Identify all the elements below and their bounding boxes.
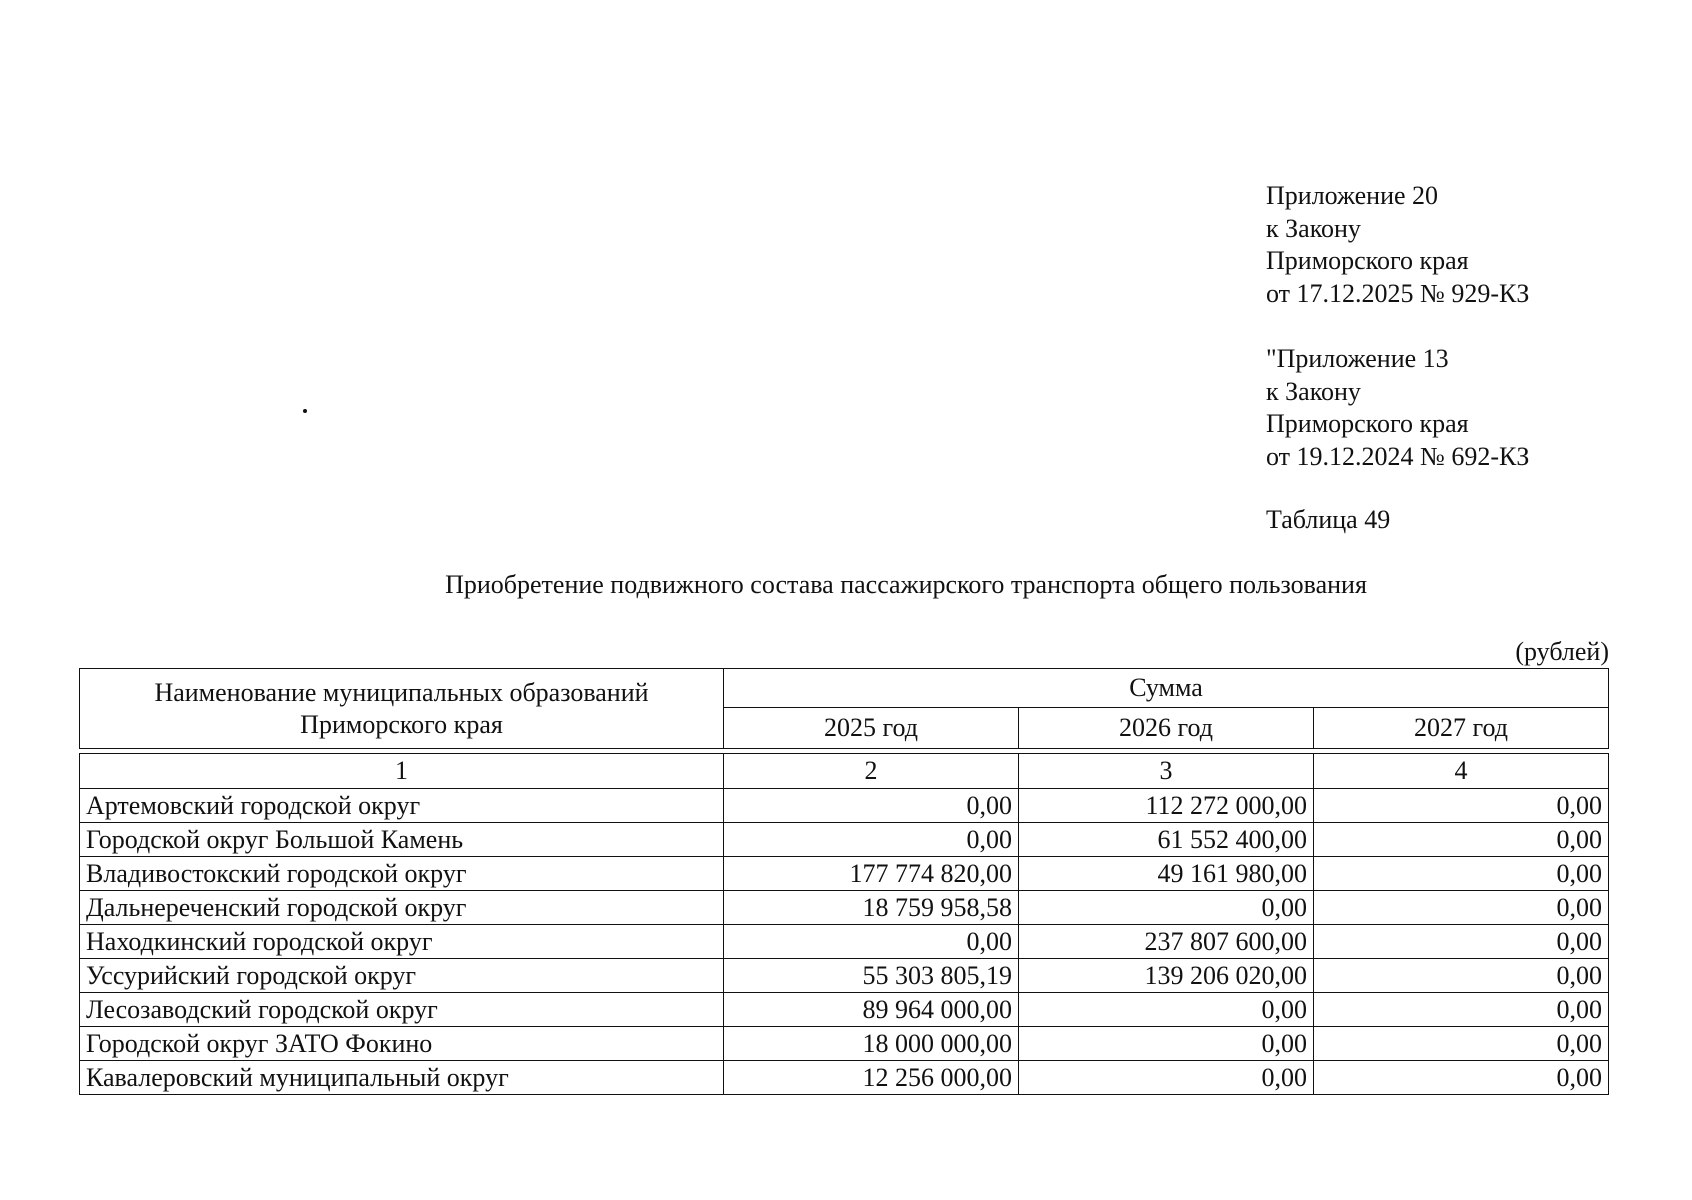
- amount-2027-cell: 0,00: [1314, 1027, 1609, 1061]
- table-row: [80, 925, 1609, 959]
- table-row: [80, 823, 1609, 857]
- amount-2027-cell: 0,00: [1314, 857, 1609, 891]
- appendix-13-line2: к Закону: [1266, 376, 1361, 406]
- amount-2026-cell: 0,00: [1019, 993, 1314, 1027]
- table-row: [80, 1061, 1609, 1095]
- amount-2025-cell: 89 964 000,00: [724, 993, 1019, 1027]
- appendix-20-line4: от 17.12.2025 № 929-КЗ: [1266, 278, 1530, 308]
- appendix-13-line3: Приморского края: [1266, 409, 1469, 438]
- header-year-2026: 2026 год: [1019, 708, 1314, 749]
- funding-table: [79, 668, 1609, 1095]
- appendix-20-header: [1266, 180, 1529, 310]
- table-number: Таблица 49: [1266, 505, 1391, 534]
- amount-2025-cell: 177 774 820,00: [724, 857, 1019, 891]
- header-year-2027: 2027 год: [1314, 708, 1609, 749]
- amount-2025-cell: 0,00: [724, 823, 1019, 857]
- amount-2027-cell: 0,00: [1314, 891, 1609, 925]
- municipality-name-cell: Городской округ ЗАТО Фокино: [80, 1027, 724, 1061]
- municipality-name-cell: Артемовский городской округ: [80, 789, 724, 823]
- document-title: Приобретение подвижного состава пассажирского транспорта общего пользования: [445, 570, 1367, 599]
- municipality-name-cell: Лесозаводский городской округ: [80, 993, 724, 1027]
- amount-2025-cell: 0,00: [724, 925, 1019, 959]
- table-row: [80, 789, 1609, 823]
- amount-2025-cell: 55 303 805,19: [724, 959, 1019, 993]
- table-row: [80, 1027, 1609, 1061]
- amount-2026-cell: 61 552 400,00: [1019, 823, 1314, 857]
- column-number-2: 2: [724, 754, 1019, 789]
- amount-2026-cell: 237 807 600,00: [1019, 925, 1314, 959]
- appendix-13-header: [1266, 343, 1529, 473]
- amount-2027-cell: 0,00: [1314, 1061, 1609, 1095]
- table-row: [80, 857, 1609, 891]
- amount-2027-cell: 0,00: [1314, 925, 1609, 959]
- municipality-name-cell: Кавалеровский муниципальный округ: [80, 1061, 724, 1095]
- amount-2025-cell: 18 000 000,00: [724, 1027, 1019, 1061]
- units-label: (рублей): [1515, 637, 1609, 666]
- amount-2025-cell: 0,00: [724, 789, 1019, 823]
- amount-2026-cell: 0,00: [1019, 891, 1314, 925]
- appendix-13-line1: "Приложение 13: [1266, 344, 1449, 373]
- column-number-3: 3: [1019, 754, 1314, 789]
- amount-2025-cell: 12 256 000,00: [724, 1061, 1019, 1095]
- amount-2025-cell: 18 759 958,58: [724, 891, 1019, 925]
- header-municipality: Наименование муниципальных образований Приморского края: [80, 669, 724, 749]
- amount-2026-cell: 112 272 000,00: [1019, 789, 1314, 823]
- municipality-name-cell: Владивостокский городской округ: [80, 857, 724, 891]
- municipality-name-cell: Находкинский городской округ: [80, 925, 724, 959]
- amount-2026-cell: 0,00: [1019, 1061, 1314, 1095]
- appendix-20-line3: Приморского края: [1266, 246, 1469, 275]
- scan-dot-mark: [303, 409, 307, 413]
- amount-2027-cell: 0,00: [1314, 993, 1609, 1027]
- header-sum: Сумма: [724, 669, 1609, 708]
- table-row: [80, 993, 1609, 1027]
- municipality-name-cell: Городской округ Большой Камень: [80, 823, 724, 857]
- header-row-top: [80, 669, 1609, 708]
- appendix-20-line1: Приложение 20: [1266, 181, 1439, 210]
- column-number-row: [80, 754, 1609, 789]
- amount-2027-cell: 0,00: [1314, 823, 1609, 857]
- amount-2026-cell: 49 161 980,00: [1019, 857, 1314, 891]
- amount-2026-cell: 0,00: [1019, 1027, 1314, 1061]
- column-number-1: 1: [80, 754, 724, 789]
- amount-2026-cell: 139 206 020,00: [1019, 959, 1314, 993]
- header-year-2025: 2025 год: [724, 708, 1019, 749]
- amount-2027-cell: 0,00: [1314, 789, 1609, 823]
- column-number-4: 4: [1314, 754, 1609, 789]
- table-row: [80, 959, 1609, 993]
- appendix-20-line2: к Закону: [1266, 213, 1361, 243]
- amount-2027-cell: 0,00: [1314, 959, 1609, 993]
- municipality-name-cell: Дальнереченский городской округ: [80, 891, 724, 925]
- municipality-name-cell: Уссурийский городской округ: [80, 959, 724, 993]
- appendix-13-line4: от 19.12.2024 № 692-КЗ: [1266, 441, 1530, 471]
- table-row: [80, 891, 1609, 925]
